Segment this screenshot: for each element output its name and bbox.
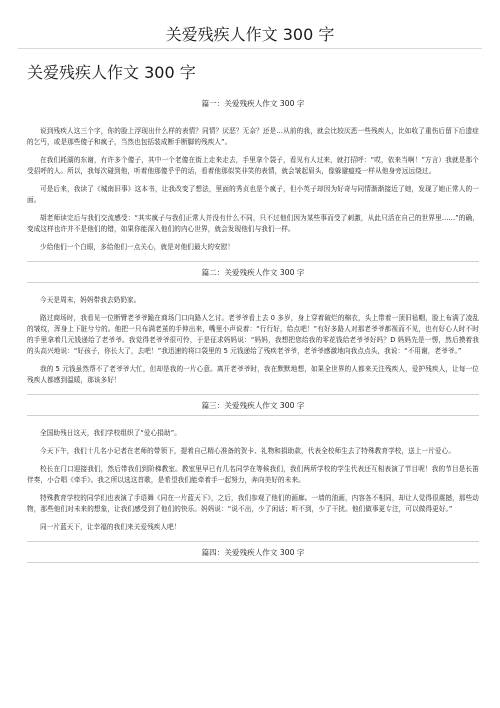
article-body [27, 98, 479, 558]
paragraph: 校长在门口迎接我们，然后带我们到阶梯教室。教室里早已有几名同学在等候我们，我们两所学校的学生代表还互相表演了节目呢！我的节目是长笛伴奏，小合唱《牵手》。我之所以选这首歌，是希望我们能牵着手一起努力，奔向美好的未来。 [27, 465, 479, 484]
paragraph: 路过商场时，我看见一位断臂老爷爷跪在商场门口向路人乞讨。老爷爷看上去 0 多岁，身上穿着破烂的棉衣，头上带着一顶旧毡帽，脸上布满了凌乱的皱纹，浑身上下脏兮兮的。他把一只布满老茧的手伸出来，嘴里小声说着：“行行好，给点吧！”有好多路人对那老爷爷都视而不见，也有好心人时不时的手里拿着几元钱递给了老爷爷。我觉得老爷爷很可怜，于是征求妈妈说：“妈妈，我想把您给我的零花钱给老爷爷好吗？D 妈妈先是一愣，然后摸着我的头高兴地说：“好孩子，你长大了，去吧！”我迅速的将口袋里的 5 元钱递给了残疾老爷爷，老爷爷感激地向我点点头，我说：“不用谢，老爷爷。” [27, 314, 479, 355]
paragraph: 胡老师读完后与我们交流感受：“其实疯子与我们正常人并没有什么不同，只不过他们因为某些事而受了刺激，从此只活在自己的世界里……”的确，变成这样也许并不是他们的错，如果你能深入他们的内心世界，就会发现他们与我们一样。 [27, 214, 479, 233]
section-heading-text: 篇三：关爱残疾人作文 300 字 [201, 401, 305, 410]
paragraph: 可是后来，我读了《城南旧事》这本书，让我改变了想法，里面的秀贞也是个疯子，但小英子却因为好奇与同情渐渐接近了她，发现了她正常人的一面。 [27, 185, 479, 204]
paragraph: 今天下午，我们十几名小记者在老师的带领下，提着自己精心准备的贺卡、礼物和捐助款，代表全校师生去了特殊教育学校，送上一片爱心。 [40, 447, 456, 455]
paragraph: 说到残疾人这三个字，你的脸上浮现出什么样的表情？同情？厌恶？无奈？还是…从前的我，就会比较厌恶一些残疾人，比如收了重伤后留下后遗症的乞丐，或是那些傻子和疯子，当然也包括装成断手断脚的残疾人”。 [27, 127, 479, 146]
section-divider [27, 394, 479, 395]
main-heading: 关爱残疾人作文 300 字 [27, 63, 196, 82]
paragraph: 同一片蓝天下，让幸福的我们来关爱残疾人吧！ [40, 523, 181, 531]
document-title: 关爱残疾人作文 300 字 [165, 25, 335, 44]
section-heading [27, 400, 479, 411]
section-heading [27, 547, 479, 558]
paragraph: 少给他们一个白眼，多给他们一点关心，就是对他们最大的安慰！ [40, 243, 235, 251]
paragraph: 我的 5 元钱虽然帮不了老爷爷大忙，但却是我的一片心意。离开老爷爷时，我在默默地想，如果全世界的人都来关注残疾人，爱护残疾人，让每一位残疾人都感到温暖，那该多好！ [27, 365, 479, 384]
paragraph: 全国助残日这天，我们学校组织了“爱心捐助”。 [40, 429, 181, 437]
section-divider [27, 541, 479, 542]
section-divider [27, 261, 479, 262]
paragraph: 今天是周末，妈妈带我去奶奶家。 [40, 296, 141, 304]
paragraph: 在我们耗湖的东谢，有许多个傻子，其中一个老傻在街上走来走去，手里拿个袋子，看见有人过来，就打招呼：“哎，依来当啊！”方言）我就是那个受招呼的人。所以，我每次碰到他，听着他那傻乎乎的话，看着他那似笑非笑的表情，就会皱起眉头，像躲避瘟疫一样从他身旁远远绕过。 [27, 156, 479, 175]
section-divider [27, 282, 479, 283]
paragraph: 特殊教育学校的同学们也表演了手语舞《同在一片蓝天下》，之后，我们参观了他们的画廊。一墙的油画，内容各不相同，却让人觉得很震撼，那些动物，那些他们对未来的想象，让我们感受到了他们的快乐。妈妈说：“说不出，少了闲话；听不到，少了干扰。他们做事更专注，可以做得更好。” [27, 494, 479, 513]
section-divider [27, 562, 479, 563]
section-heading-text: 篇一：关爱残疾人作文 300 字 [201, 99, 305, 108]
section-divider [27, 415, 479, 416]
section-heading-text: 篇四：关爱残疾人作文 300 字 [201, 548, 305, 557]
title-divider [18, 48, 482, 49]
section-heading-text: 篇二：关爱残疾人作文 300 字 [201, 268, 305, 277]
section-heading [27, 267, 479, 278]
section-heading [27, 98, 479, 109]
